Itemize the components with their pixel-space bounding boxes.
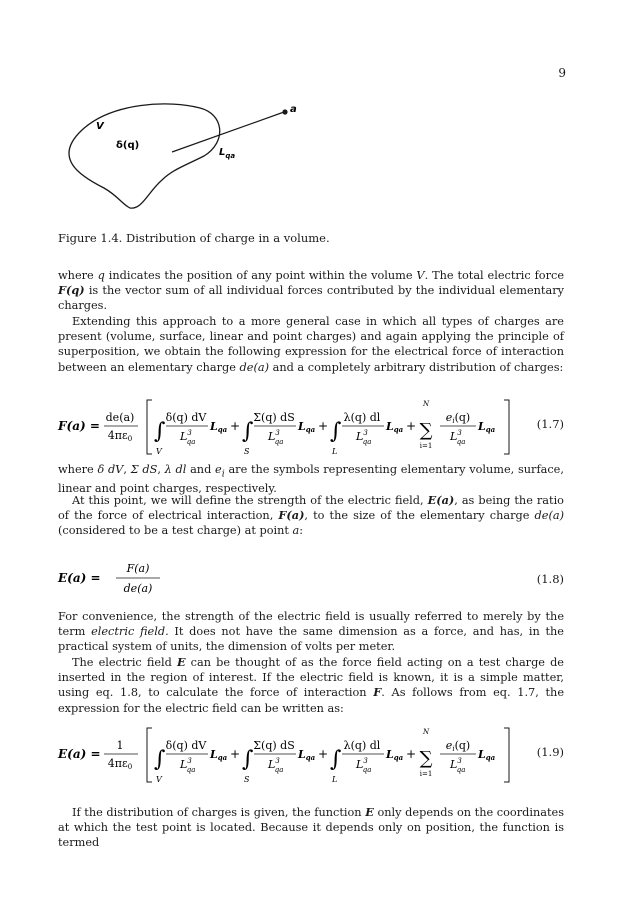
svg-text:Lqa: Lqa: [386, 420, 404, 434]
svg-text:∑: ∑: [419, 420, 433, 441]
svg-text:∫: ∫: [242, 419, 254, 444]
svg-text:L3qa: $L^3$ qa: [180, 757, 196, 774]
svg-text:Σ(q) dS: Σ(q) dS: [253, 411, 295, 424]
svg-text:4πε0: 4πε0: [107, 757, 133, 771]
figure-charge-volume: [52, 100, 297, 215]
svg-text:∫: ∫: [154, 747, 166, 772]
svg-text:+: +: [318, 419, 329, 433]
svg-text:ei(q): ei(q): [445, 739, 471, 753]
svg-text:L3qa: $L^3$ qa: [356, 757, 372, 774]
svg-text:V: V: [156, 447, 162, 456]
svg-text:S: S: [244, 447, 250, 456]
svg-text:N: N: [422, 728, 430, 736]
svg-text:S: S: [244, 775, 250, 784]
svg-text:Σ(q) dS: Σ(q) dS: [253, 739, 295, 752]
svg-text:F(a): F(a): [126, 562, 150, 575]
svg-text:λ(q) dl: λ(q) dl: [343, 411, 381, 424]
svg-text:L3qa: $L^3$ qa: [356, 429, 372, 446]
svg-text:i=1: i=1: [419, 770, 433, 778]
figure-drawing: [52, 100, 297, 215]
svg-text:Lqa: Lqa: [478, 748, 496, 762]
paragraph-force-field: The electric field E can be thought of as the force field acting on a test charge de inserted in the region of interest. If the electric field is known, it is a simple matter, using eq. 1.8, to calculate the force of interaction F. As follows from eq. 1.7, the expression for the electric field can be written as:: [58, 655, 565, 715]
svg-text:+: +: [406, 747, 417, 761]
svg-text:L3qa: $L^3$ qa: [268, 757, 284, 774]
svg-text:1: 1: [116, 739, 124, 752]
svg-text:δ(q) dV: δ(q) dV: [165, 739, 207, 752]
distance-line: [172, 112, 284, 152]
label-volume: V: [96, 121, 104, 132]
svg-text:i=1: i=1: [419, 442, 433, 450]
page-number: 9: [558, 66, 566, 80]
paragraph-field-definition: At this point, we will define the strength of the electric field, E(a), as being the ratio of the force of electrical interaction, F(a), to the size of the elementary charge de(a) (considered to be a test charge) at point a:: [58, 493, 565, 538]
equation-1-8: [58, 558, 564, 602]
svg-text:ei(q): ei(q): [445, 411, 471, 425]
point-a-dot: [282, 109, 287, 114]
paragraph-convenience: For convenience, the strength of the electric field is usually referred to merely by the term electric field. It does not have the same dimension as a force, and has, in the practical system of units, the dimension of volts per meter.: [58, 610, 564, 654]
label-element: δ(q): [116, 140, 140, 151]
svg-text:∫: ∫: [330, 419, 342, 444]
svg-text:N: N: [422, 400, 430, 408]
svg-text:L3qa: $L^3$ qa: [450, 757, 466, 774]
svg-text:L3qa: $L^3$ qa: [180, 429, 196, 446]
paragraph-symbols: where δ dV, Σ dS, λ dl and $e_i$ are the symbols representing elementary volume, surface, linear and point charges, respectively.: [58, 463, 564, 496]
svg-text:Lqa: Lqa: [478, 420, 496, 434]
svg-text:V: V: [156, 775, 162, 784]
svg-text:L: L: [332, 447, 338, 456]
volume-outline: [69, 104, 220, 208]
svg-text:L3qa: $L^3$ qa: [268, 429, 284, 446]
label-point-a: a: [290, 104, 297, 115]
svg-text:L3qa: $L^3$ qa: [450, 429, 466, 446]
svg-text:+: +: [230, 747, 241, 761]
svg-text:Lqa: Lqa: [298, 748, 316, 762]
svg-text:+: +: [230, 419, 241, 433]
svg-text:Lqa: Lqa: [210, 748, 228, 762]
svg-text:de(a): de(a): [123, 582, 153, 595]
svg-text:de(a): de(a): [105, 411, 135, 424]
svg-text:+: +: [318, 747, 329, 761]
equation-1-9: [58, 722, 564, 786]
equation-1-7: [58, 394, 564, 458]
svg-text:+: +: [406, 419, 417, 433]
equation-number-1-9: (1.9): [536, 745, 564, 759]
svg-text:λ(q) dl: λ(q) dl: [343, 739, 381, 752]
svg-text:Lqa: Lqa: [386, 748, 404, 762]
svg-text:δ(q) dV: δ(q) dV: [165, 411, 207, 424]
svg-text:∫: ∫: [330, 747, 342, 772]
svg-text:Lqa: Lqa: [298, 420, 316, 434]
paragraph-superposition: Extending this approach to a more general case in which all types of charges are present (volume, surface, linear and point charges) and again applying the principle of superposition, we obtain the following expression for the electrical force of interaction between an elementary charge de(a) and a completely arbitrary distribution of charges:: [58, 315, 564, 374]
svg-text:F(a) =: F(a) =: [58, 419, 100, 433]
figure-caption: Figure 1.4. Distribution of charge in a volume.: [58, 231, 330, 245]
svg-text:4πε0: 4πε0: [107, 429, 133, 443]
label-distance: $L_{qa}$: [219, 147, 236, 160]
paragraph-coordinates: If the distribution of charges is given, the function E only depends on the coordinates at which the test point is located. Because it depends only on position, the function is termed: [58, 805, 564, 850]
equation-number-1-8: (1.8): [536, 572, 564, 586]
paragraph-position: where q indicates the position of any point within the volume V. The total electric force F(q) is the vector sum of all individual forces contributed by the individual elementary charges.: [58, 269, 565, 313]
equation-number-1-7: (1.7): [536, 417, 564, 431]
svg-text:Lqa: Lqa: [210, 420, 228, 434]
svg-text:∑: ∑: [419, 748, 433, 769]
svg-text:L: L: [332, 775, 338, 784]
svg-text:E(a) =: E(a) =: [58, 571, 101, 585]
svg-text:∫: ∫: [242, 747, 254, 772]
svg-text:E(a) =: E(a) =: [58, 747, 101, 761]
svg-text:∫: ∫: [154, 419, 166, 444]
